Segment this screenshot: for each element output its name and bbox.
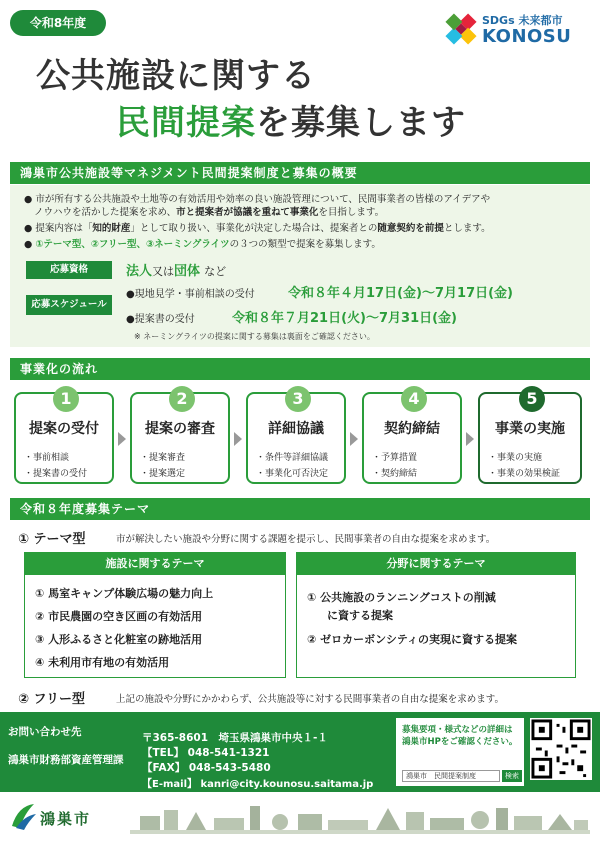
logo-text-sdgs: SDGs 未来都市 bbox=[482, 14, 563, 27]
website-note: 募集要項・様式などの詳細は鴻巣市HPをご確認ください。 bbox=[402, 725, 518, 747]
field-theme-item-1: ① 公共施設のランニングコストの削減 bbox=[307, 591, 496, 604]
step-sub-2: ・提案選定 bbox=[140, 469, 186, 479]
eligibility-tag: 応募資格 bbox=[26, 261, 112, 279]
field-theme-item-1-cont: に資する提案 bbox=[327, 609, 393, 622]
step-sub-1: ・提案審査 bbox=[140, 453, 186, 463]
facility-theme-item: ① 馬室キャンプ体験広場の魅力向上 bbox=[35, 587, 214, 600]
contact-fax: 【FAX】 048-543-5480 bbox=[142, 762, 271, 774]
step-sub-1: ・予算措置 bbox=[372, 453, 418, 463]
field-theme-box bbox=[296, 552, 576, 678]
schedule-1-label: ●現地見学・事前相談の受付 bbox=[126, 289, 255, 300]
theme-type-label: ① テーマ型 bbox=[18, 532, 86, 547]
schedule-2-dates: 令和８年７月21日(火)～7月31日(金) bbox=[232, 311, 457, 326]
theme-type-desc: 市が解決したい施設や分野に関する課題を提示し、民間事業者の自由な提案を求めます。 bbox=[116, 534, 496, 545]
page-title-line1: 公共施設に関する bbox=[36, 56, 316, 96]
city-emblem-icon bbox=[8, 800, 38, 832]
flow-arrow-icon bbox=[118, 432, 126, 446]
title-rest: を募集します bbox=[256, 103, 466, 143]
flow-step-4 bbox=[362, 389, 462, 484]
contact-address: 〒365-8601 埼玉県鴻巣市中央１-１ bbox=[142, 732, 328, 744]
flow-step-5 bbox=[478, 389, 582, 484]
step-title: 詳細協議 bbox=[268, 421, 324, 437]
website-note-box bbox=[396, 718, 524, 786]
overview-bullet-1: ● 市が所有する公共施設や土地等の有効活用や効率の良い施設管理について、民間事業者の皆様のアイデアや bbox=[24, 194, 491, 205]
step-title: 事業の実施 bbox=[495, 421, 565, 437]
free-type-label: ② フリー型 bbox=[18, 692, 86, 707]
contact-email[interactable]: 【E-mail】 kanri@city.kounosu.saitama.jp bbox=[142, 779, 374, 790]
step-sub-1: ・事業の実施 bbox=[488, 453, 543, 463]
contact-tel: 【TEL】 048-541-1321 bbox=[142, 747, 270, 759]
themes-heading: 令和８年度募集テーマ bbox=[10, 498, 590, 520]
step-sub-1: ・事前相談 bbox=[24, 453, 70, 463]
step-sub-1: ・条件等詳細協議 bbox=[256, 453, 329, 463]
step-number: 2 bbox=[169, 386, 195, 412]
schedule-tag: 応募スケジュール bbox=[26, 295, 112, 315]
free-type-desc: 上記の施設や分野にかかわらず、公共施設等に対する民間事業者の自由な提案を求めます。 bbox=[116, 694, 504, 705]
schedule-2-label: ●提案書の受付 bbox=[126, 314, 195, 325]
facility-theme-item: ③ 人形ふるさと化粧室の跡地活用 bbox=[35, 633, 203, 646]
flow-step-1 bbox=[14, 389, 114, 484]
step-number: 4 bbox=[401, 386, 427, 412]
flow-step-2 bbox=[130, 389, 230, 484]
step-title: 契約締結 bbox=[384, 421, 440, 437]
overview-bullet-1-cont: ノウハウを活かした提案を求め、市と提案者が協議を重ねて事業化を目指します。 bbox=[34, 207, 385, 218]
sdgs-logo bbox=[444, 8, 584, 52]
step-sub-2: ・契約締結 bbox=[372, 469, 418, 479]
cityscape-illustration bbox=[130, 798, 590, 838]
facility-theme-box bbox=[24, 552, 286, 678]
step-number: 1 bbox=[53, 386, 79, 412]
overview-bullet-3: ● ①テーマ型、②フリー型、③ネーミングライツの３つの類型で提案を募集します。 bbox=[24, 239, 381, 250]
contact-department: 鴻巣市財務部資産管理課 bbox=[8, 754, 124, 766]
contact-title: お問い合わせ先 bbox=[8, 726, 82, 738]
qr-code-icon[interactable] bbox=[530, 718, 592, 780]
flow-arrow-icon bbox=[350, 432, 358, 446]
step-title: 提案の審査 bbox=[145, 421, 215, 437]
flow-arrow-icon bbox=[234, 432, 242, 446]
logo-text-konosu: KONOSU bbox=[482, 26, 572, 47]
facility-theme-item: ② 市民農園の空き区画の有効活用 bbox=[35, 610, 203, 623]
search-button: 検索 bbox=[502, 770, 522, 782]
sdgs-wheel-icon bbox=[444, 12, 478, 46]
step-sub-2: ・事業化可否決定 bbox=[256, 469, 329, 479]
flow-arrow-icon bbox=[466, 432, 474, 446]
flow-heading: 事業化の流れ bbox=[10, 358, 590, 380]
overview-box bbox=[10, 185, 590, 347]
eligibility-text: 法人又は団体 など bbox=[126, 264, 227, 279]
step-number: 3 bbox=[285, 386, 311, 412]
step-number: 5 bbox=[519, 386, 545, 412]
facility-theme-title: 施設に関するテーマ bbox=[25, 553, 285, 575]
flow-step-3 bbox=[246, 389, 346, 484]
field-theme-item-2: ② ゼロカーボンシティの実現に資する提案 bbox=[307, 633, 517, 646]
step-sub-2: ・提案書の受付 bbox=[24, 469, 88, 479]
contact-block bbox=[0, 712, 600, 792]
search-keyword-box: 鴻巣市 民間提案制度 bbox=[402, 770, 500, 782]
overview-bullet-2: ● 提案内容は「知的財産」として取り扱い、事業化が決定した場合は、提案者との随意契約を前提とします。 bbox=[24, 223, 491, 234]
step-sub-2: ・事業の効果検証 bbox=[488, 469, 561, 479]
city-name: 鴻巣市 bbox=[40, 810, 92, 828]
title-highlight: 民間提案 bbox=[116, 103, 256, 143]
page-title-line2 bbox=[116, 95, 466, 144]
footer bbox=[0, 792, 600, 841]
overview-heading: 鴻巣市公共施設等マネジメント民間提案制度と募集の概要 bbox=[10, 162, 590, 184]
year-badge: 令和8年度 bbox=[10, 10, 106, 36]
field-theme-title: 分野に関するテーマ bbox=[297, 553, 575, 575]
facility-theme-item: ④ 未利用市有地の有効活用 bbox=[35, 656, 170, 669]
step-title: 提案の受付 bbox=[29, 421, 99, 437]
schedule-1-dates: 令和８年４月17日(金)～7月17日(金) bbox=[288, 286, 513, 301]
naming-rights-note: ※ ネーミングライツの提案に関する募集は裏面をご確認ください。 bbox=[134, 332, 375, 341]
